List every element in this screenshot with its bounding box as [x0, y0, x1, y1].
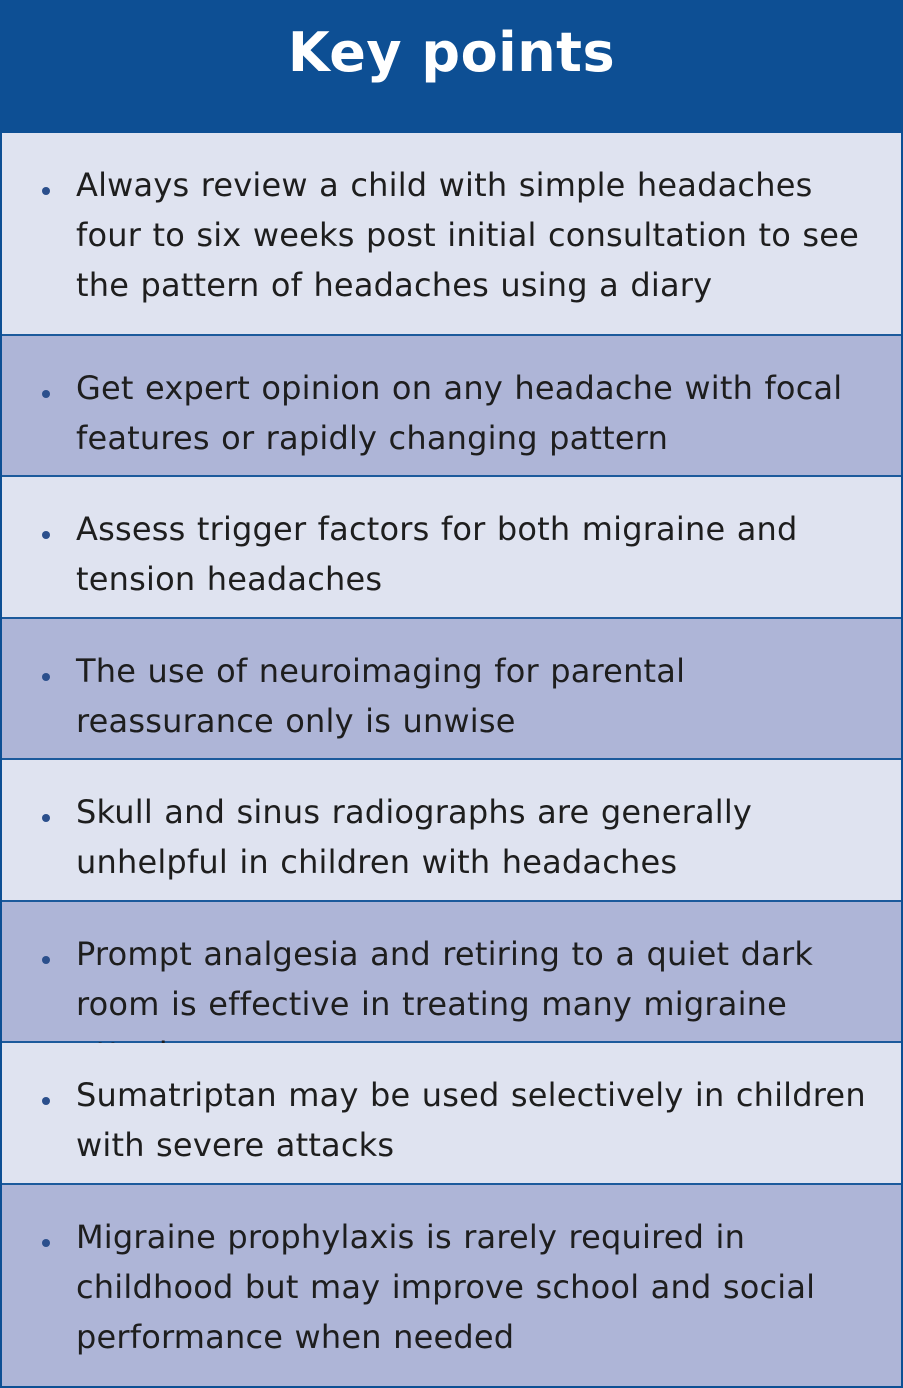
- key-point-item: [2, 1185, 901, 1386]
- key-point-text: Prompt analgesia and retiring to a quiet dark room is effective in treating many migraine: [76, 935, 814, 1023]
- bullet-icon: [42, 187, 50, 195]
- key-point-text: The use of neuroimaging for parental reassurance only is unwise: [76, 652, 686, 740]
- key-point-item: [2, 760, 901, 902]
- key-point-text: Migraine prophylaxis is rarely required in childhood but may improve school and social performance when needed: [76, 1218, 816, 1356]
- bullet-icon: [42, 673, 50, 681]
- key-point-text: Sumatriptan may be used selectively in children with severe attacks: [76, 1076, 866, 1164]
- key-point-text: Always review a child with simple headaches four to six weeks post initial consultation to see the pattern of headaches using a diary: [76, 166, 860, 304]
- key-point-item: [2, 477, 901, 619]
- bullet-icon: [42, 1239, 50, 1247]
- key-point-text: Assess trigger factors for both migraine and tension headaches: [76, 510, 798, 598]
- key-points-header: [2, 0, 901, 133]
- bullet-icon: [42, 390, 50, 398]
- bullet-icon: [42, 531, 50, 539]
- key-points-title: Key points: [287, 21, 616, 84]
- key-point-text: Skull and sinus radiographs are generally unhelpful in children with headaches: [76, 793, 753, 881]
- bullet-icon: [42, 814, 50, 822]
- key-point-item: [2, 133, 901, 336]
- bullet-icon: [42, 1097, 50, 1105]
- key-point-item: [2, 619, 901, 760]
- key-point-item: [2, 1043, 901, 1185]
- key-point-item: [2, 902, 901, 1043]
- bullet-icon: [42, 956, 50, 964]
- key-point-item: [2, 336, 901, 477]
- key-point-text: Get expert opinion on any headache with focal features or rapidly changing pattern: [76, 369, 843, 457]
